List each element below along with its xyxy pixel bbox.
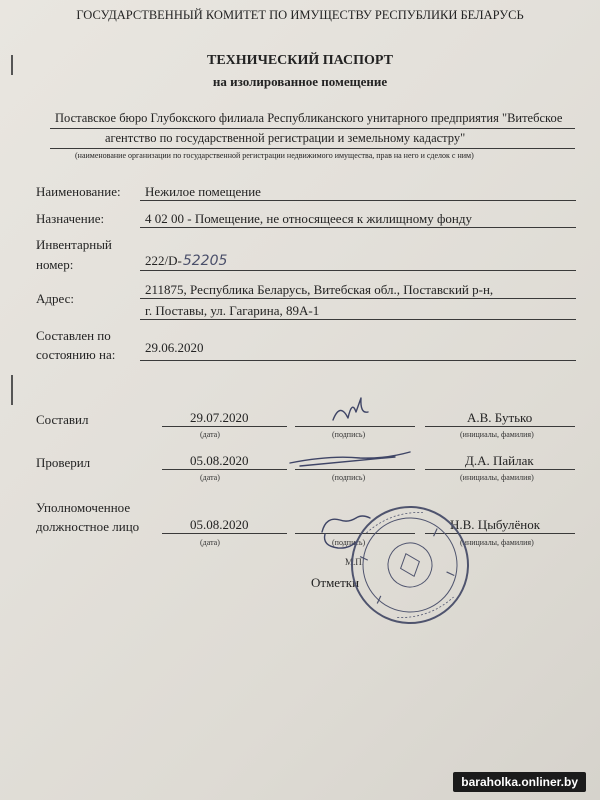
state-label-1: Составлен по [36,328,111,343]
organization-caption: (наименование организации по государственной регистрации недвижимого имущества, прав на него и сделок с ним) [75,151,474,160]
authorized-label-1: Уполномоченное [36,500,131,515]
organization-line-1: Поставское бюро Глубокского филиала Республиканского унитарного предприятия "Витебское [55,111,563,125]
authorized-date: 05.08.2020 [190,517,249,532]
state-label-2: состоянию на: [36,347,116,362]
inventory-label-1: Инвентарный [36,237,112,252]
compiled-label: Составил [36,412,89,427]
checked-initials-caption: (инициалы, фамилия) [460,473,534,482]
authorized-signature-caption: (подпись) [332,538,366,547]
checked-label: Проверил [36,455,91,470]
name-label: Наименование: [36,184,121,199]
checked-name: Д.А. Пайлак [465,453,534,468]
document-title: ТЕХНИЧЕСКИЙ ПАСПОРТ [207,53,393,68]
seal-place-caption: М.П. [345,557,365,567]
state-value: 29.06.2020 [145,340,204,355]
signature-pailak [290,452,410,466]
committee-name: ГОСУДАРСТВЕННЫЙ КОМИТЕТ ПО ИМУЩЕСТВУ РЕСПУБЛИКИ БЕЛАРУСЬ [76,8,524,22]
compiled-date: 29.07.2020 [190,410,249,425]
purpose-value: 4 02 00 - Помещение, не относящееся к жилищному фонду [145,211,472,226]
address-line-2: г. Поставы, ул. Гагарина, 89А-1 [145,303,320,318]
compiled-date-caption: (дата) [200,430,220,439]
authorized-label-2: должностное лицо [36,519,140,534]
authorized-name: Н.В. Цыбулёнок [450,517,541,532]
compiled-name: А.В. Бутько [467,410,533,425]
checked-signature-caption: (подпись) [332,473,366,482]
checked-date: 05.08.2020 [190,453,249,468]
inventory-printed: 222/D- [145,253,182,268]
inventory-label-2: номер: [36,257,74,272]
organization-line-2: агентство по государственной регистрации и земельному кадастру" [105,131,466,145]
compiled-signature-caption: (подпись) [332,430,366,439]
authorized-initials-caption: (инициалы, фамилия) [460,538,534,547]
inventory-handwritten: 52205 [182,253,228,269]
official-stamp [336,491,485,640]
name-value: Нежилое помещение [145,184,261,199]
watermark-label: baraholka.onliner.by [453,772,586,792]
checked-date-caption: (дата) [200,473,220,482]
purpose-label: Назначение: [36,211,105,226]
document-subtitle: на изолированное помещение [212,74,388,89]
address-line-1: 211875, Республика Беларусь, Витебская обл., Поставский р-н, [145,282,494,297]
signature-butko [333,398,368,420]
notes-label: Отметки [311,575,360,590]
address-label: Адрес: [36,291,74,306]
authorized-date-caption: (дата) [200,538,220,547]
compiled-initials-caption: (инициалы, фамилия) [460,430,534,439]
